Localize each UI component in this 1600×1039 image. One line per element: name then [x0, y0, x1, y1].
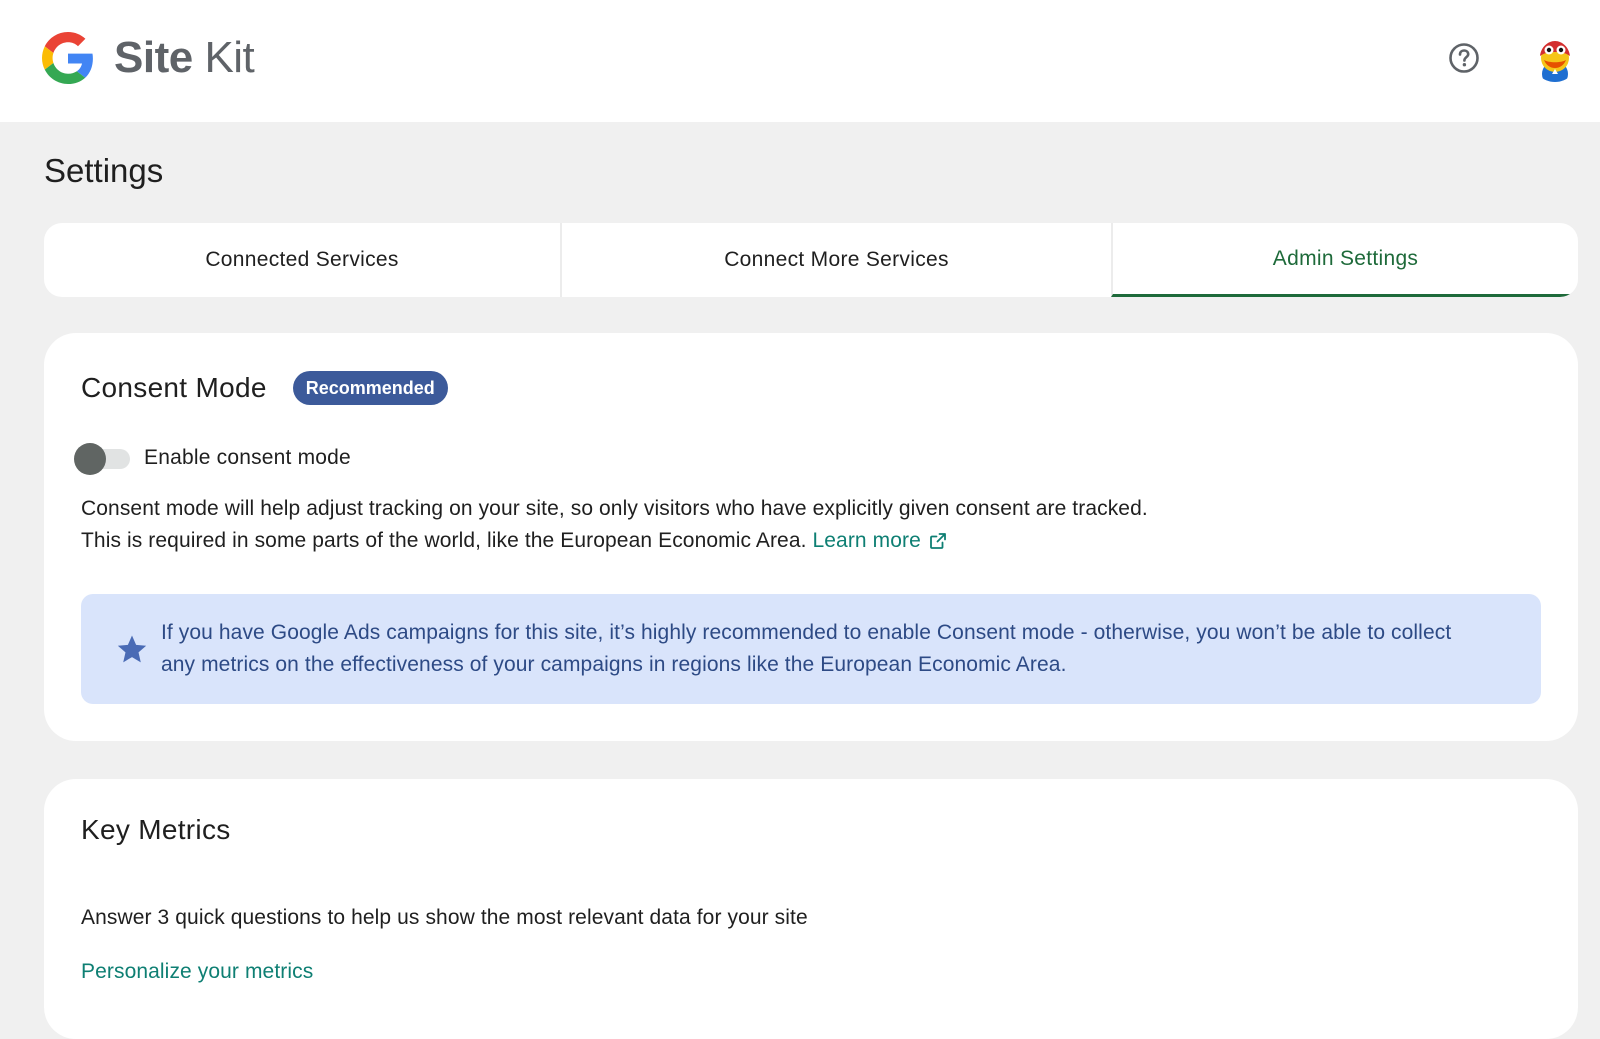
consent-mode-title: Consent Mode: [81, 372, 267, 403]
consent-description-line-2-text: This is required in some parts of the world, like the European Economic Area.: [81, 529, 807, 552]
page-title: Settings: [44, 152, 164, 189]
tab-admin-settings[interactable]: Admin Settings: [1111, 223, 1578, 297]
consent-description-line-2: [81, 525, 1521, 557]
brand-kit-text: Kit: [204, 33, 255, 82]
star-icon: [115, 632, 149, 666]
consent-description: [81, 493, 1521, 557]
brand[interactable]: [42, 32, 254, 84]
tab-connected-services[interactable]: Connected Services: [205, 248, 399, 271]
personalize-metrics-link[interactable]: Personalize your metrics: [81, 960, 314, 983]
key-metrics-header: [81, 814, 231, 846]
user-avatar[interactable]: [1532, 36, 1578, 82]
recommended-badge: Recommended: [293, 371, 448, 405]
key-metrics-card: [44, 779, 1578, 1039]
consent-mode-toggle[interactable]: [74, 443, 130, 473]
consent-mode-header: [81, 371, 448, 405]
tab-connect-more-services[interactable]: Connect More Services: [560, 223, 1111, 297]
consent-description-line-1: Consent mode will help adjust tracking on your site, so only visitors who have explicitly given consent are tracked.: [81, 497, 1148, 520]
consent-toggle-row: [74, 443, 351, 473]
top-bar: [0, 0, 1600, 122]
google-g-logo-icon: [42, 32, 94, 84]
consent-toggle-label: Enable consent mode: [144, 446, 351, 469]
brand-title: [114, 33, 255, 82]
consent-recommendation-notice: [81, 594, 1541, 704]
brand-site-text: Site: [114, 33, 193, 82]
avatar-icon: [1532, 36, 1578, 82]
key-metrics-description: Answer 3 quick questions to help us show the most relevant data for your site: [81, 906, 808, 929]
notice-text: If you have Google Ads campaigns for this site, it’s highly recommended to enable Consent mode - otherwise, you won’t be able to collect any metrics on the effectiveness of your campaigns in regions like the European Economic Area.: [161, 621, 1452, 676]
learn-more-label: Learn more: [812, 529, 921, 552]
toggle-thumb: [74, 443, 106, 475]
help-circle-icon: [1448, 42, 1480, 74]
learn-more-link[interactable]: [813, 529, 947, 552]
help-button[interactable]: [1448, 42, 1480, 74]
settings-tabs: [44, 223, 1578, 297]
consent-mode-card: [44, 333, 1578, 741]
key-metrics-title: Key Metrics: [81, 814, 231, 845]
external-link-icon: [929, 532, 947, 550]
